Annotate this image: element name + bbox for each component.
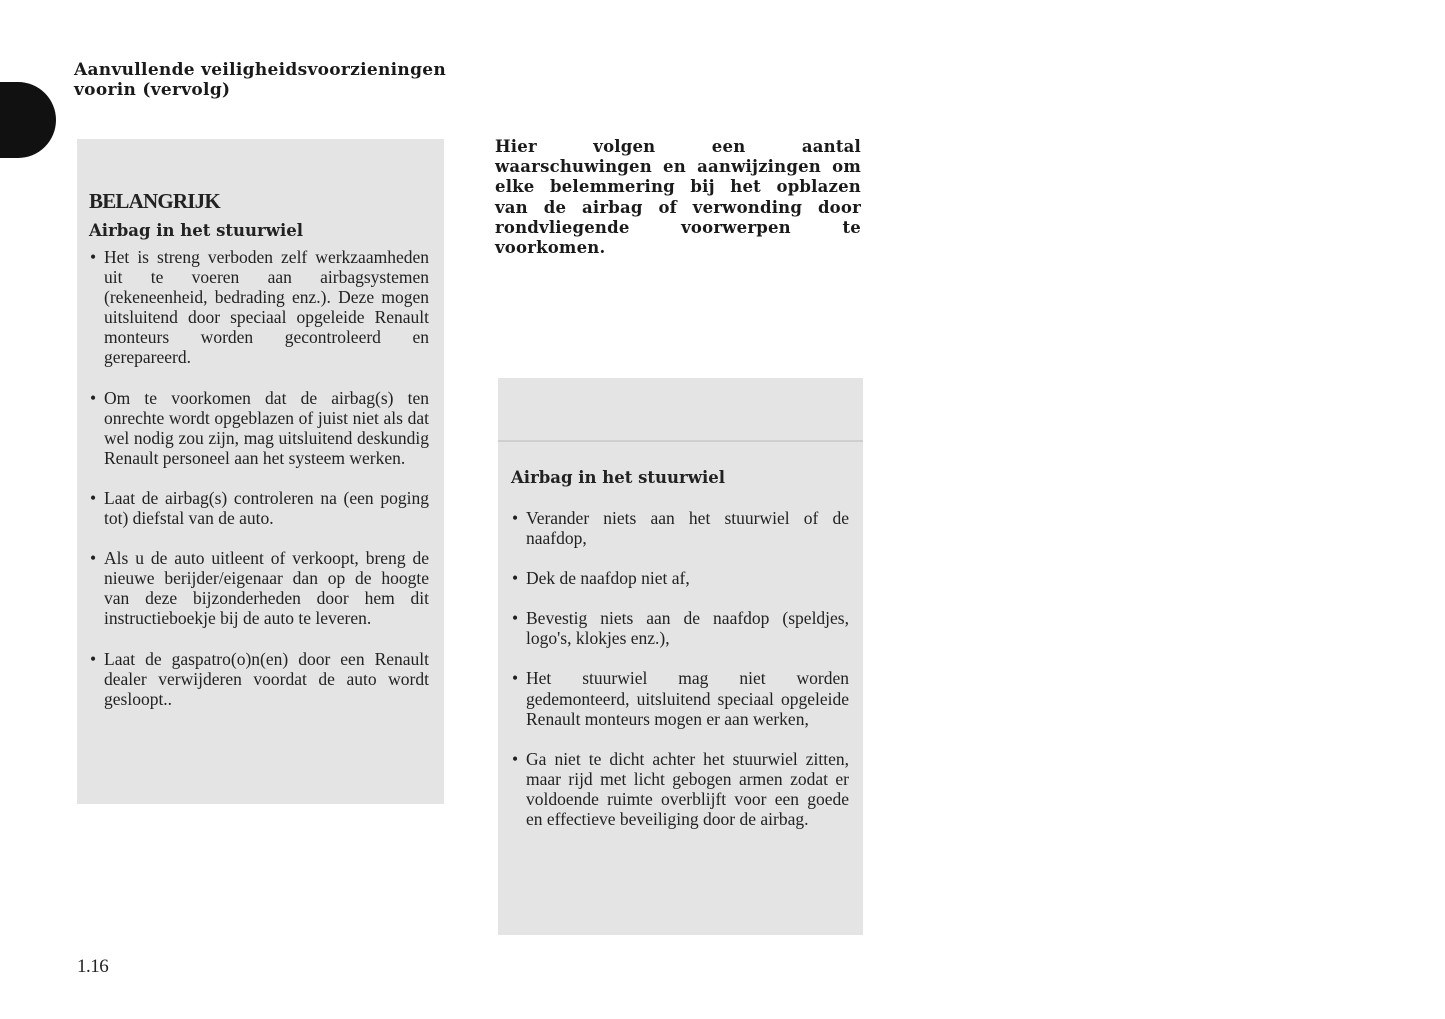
- page-header-line-1: Aanvullende veiligheidsvoorzieningen: [74, 60, 447, 80]
- airbag-bullet: • Dek de naafdop niet af,: [511, 568, 849, 588]
- page-header-line-2: voorin (vervolg): [74, 80, 231, 100]
- airbag-bullet: • Ga niet te dicht achter het stuurwiel zitten, maar rijd met licht gebogen armen zodat er voldoende ruimte overblijft voor een goede en effectieve beveiliging door de airbag.: [511, 749, 849, 829]
- section-tab-marker: [0, 82, 56, 158]
- warning-bullet: • Laat de gaspatro(o)n(en) door een Renault dealer verwijderen voordat de auto wordt gesloopt..: [89, 649, 429, 709]
- airbag-bullet: • Bevestig niets aan de naafdop (speldjes, logo's, klokjes enz.),: [511, 608, 849, 648]
- page-number: 1.16: [77, 956, 109, 977]
- airbag-bullet: • Het stuurwiel mag niet worden gedemonteerd, uitsluitend speciaal opgeleide Renault monteurs mogen er aan werken,: [511, 668, 849, 728]
- airbag-box-subtitle: Airbag in het stuurwiel: [511, 468, 725, 487]
- warning-box-subtitle: Airbag in het stuurwiel: [89, 221, 303, 240]
- steering-wheel-airbag-box: [498, 378, 863, 935]
- warning-bullet: • Laat de airbag(s) controleren na (een poging tot) diefstal van de auto.: [89, 488, 429, 528]
- intro-paragraph: Hier volgen een aantal waarschuwingen en aanwijzingen om elke belemmering bij het opblazen van de airbag of verwonding door rondvliegende voorwerpen te voorkomen.: [495, 137, 861, 258]
- box-divider: [498, 440, 863, 442]
- airbag-bullet: • Verander niets aan het stuurwiel of de naafdop,: [511, 508, 849, 548]
- warning-bullet-list: [89, 247, 429, 729]
- warning-bullet: • Het is streng verboden zelf werkzaamheden uit te voeren aan airbagsystemen (rekeneenheid, bedrading enz.). Deze mogen uitsluitend door speciaal opgeleide Renault monteurs worden gecontroleerd en gerepareerd.: [89, 247, 429, 368]
- airbag-bullet-list: [511, 508, 849, 849]
- warning-bullet: • Om te voorkomen dat de airbag(s) ten onrechte wordt opgeblazen of juist niet als dat wel nodig zou zijn, mag uitsluitend deskundig Renault personeel aan het systeem werken.: [89, 388, 429, 468]
- warning-box-title: BELANGRIJK: [89, 189, 220, 213]
- important-warning-box: [77, 139, 444, 804]
- page-header: [74, 60, 474, 100]
- warning-bullet: • Als u de auto uitleent of verkoopt, breng de nieuwe berijder/eigenaar dan op de hoogte van deze bijzonderheden door hem dit instructieboekje bij de auto te leveren.: [89, 548, 429, 628]
